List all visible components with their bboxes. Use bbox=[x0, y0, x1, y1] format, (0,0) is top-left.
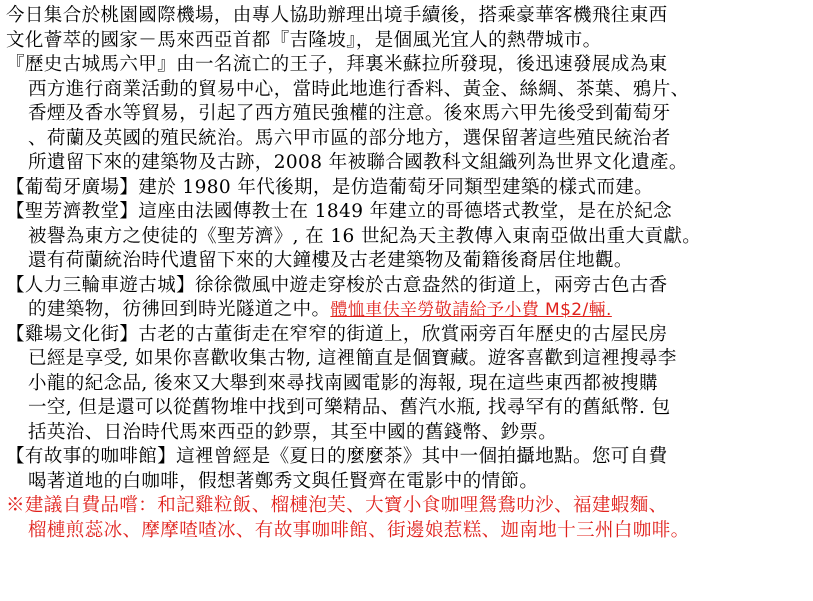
malacca-line-4: 、荷蘭及英國的殖民統治。馬六甲市區的部分地方，選保留著這些殖民統治者 bbox=[28, 127, 671, 149]
st-francis-text-1: 這座由法國傳教士在 1849 年建立的哥德塔式教堂，是在於紀念 bbox=[138, 201, 673, 222]
trishaw-text-2: 的建築物，彷彿回到時光隧道之中。 bbox=[28, 299, 331, 320]
malacca-line-3: 香煙及香水等貿易，引起了西方殖民強權的注意。後來馬六甲先後受到葡萄牙 bbox=[28, 103, 671, 124]
jonker-line-1 bbox=[6, 323, 807, 348]
st-francis-line-1 bbox=[6, 200, 807, 225]
recommend-paragraph bbox=[6, 494, 807, 543]
cafe-paragraph bbox=[6, 445, 807, 494]
malacca-line-1: 『歷史古城馬六甲』由一名流亡的王子，拜裏米蘇拉所發現，後迅速發展成為東 bbox=[6, 54, 668, 75]
trishaw-line-2 bbox=[6, 298, 807, 323]
portuguese-square-line bbox=[6, 176, 807, 201]
st-francis-paragraph bbox=[6, 200, 807, 274]
intro-line-1: 今日集合於桃園國際機場，由專人協助辦理出境手續後，搭乘豪華客機飛往東西 bbox=[6, 5, 668, 26]
trishaw-heading: 【人力三輪車遊古城】 bbox=[6, 274, 196, 296]
trishaw-text-1: 徐徐微風中遊走穿梭於古意盎然的街道上，兩旁古色古香 bbox=[195, 274, 668, 296]
recommend-line-2: 榴槤煎蕊冰、摩摩喳喳冰、有故事咖啡館、街邊娘惹糕、迦南地十三州白咖啡。 bbox=[28, 519, 690, 541]
malacca-paragraph bbox=[6, 53, 807, 176]
intro-paragraph bbox=[6, 4, 807, 53]
trishaw-paragraph bbox=[6, 274, 807, 323]
jonker-text-1: 古老的古董街走在窄窄的街道上，欣賞兩旁百年歷史的古屋民房 bbox=[138, 323, 668, 345]
jonker-line-5: 括英治、日治時代馬來西亞的鈔票，其至中國的舊錢幣、鈔票。 bbox=[28, 421, 558, 443]
portuguese-square-text: 建於 1980 年代後期，是仿造葡萄牙同類型建築的樣式而建。 bbox=[138, 176, 654, 198]
trishaw-tip-note: 體恤車伕辛勞敬請給予小費 M$2/輛. bbox=[330, 300, 612, 320]
cafe-line-1 bbox=[6, 445, 807, 470]
malacca-line-5: 所遺留下來的建築物及古跡，2008 年被聯合國教科文組織列為世界文化遺產。 bbox=[28, 152, 688, 173]
jonker-paragraph bbox=[6, 323, 807, 446]
jonker-line-2: 已經是享受, 如果你喜歡收集古物, 這裡簡直是個寶藏。遊客喜歡到這裡搜尋李 bbox=[28, 348, 677, 369]
jonker-line-3: 小龍的紀念品, 後來又大舉到來尋找南國電影的海報, 現在這些東西都被搜購 bbox=[28, 372, 658, 394]
trishaw-line-1 bbox=[6, 274, 807, 299]
st-francis-line-3: 還有荷蘭統治時代遺留下來的大鐘樓及古老建築物及葡籍後裔居住地觀。 bbox=[28, 250, 633, 271]
st-francis-line-2: 被譽為東方之使徒的《聖芳濟》, 在 16 世紀為天主教傳入東南亞做出重大貢獻。 bbox=[28, 225, 702, 247]
portuguese-square-paragraph bbox=[6, 176, 807, 201]
intro-line-2: 文化薈萃的國家－馬來西亞首都『吉隆坡』，是個風光宜人的熱帶城市。 bbox=[6, 29, 602, 51]
portuguese-square-heading: 【葡萄牙廣場】 bbox=[6, 176, 139, 198]
jonker-heading: 【雞場文化街】 bbox=[6, 323, 139, 345]
malacca-line-2: 西方進行商業活動的貿易中心，當時此地進行香料、黃金、絲綢、茶葉、鴉片、 bbox=[28, 78, 690, 100]
st-francis-heading: 【聖芳濟教堂】 bbox=[6, 201, 139, 222]
recommend-line-1: ※建議自費品嚐：和記雞粒飯、榴槤泡芙、大寶小食咖哩鴛鴦叻沙、福建蝦麵、 bbox=[6, 495, 668, 516]
cafe-heading: 【有故事的咖啡館】 bbox=[6, 446, 177, 467]
jonker-line-4: 一空, 但是還可以從舊物堆中找到可樂精品、舊汽水瓶, 找尋罕有的舊紙幣. 包 bbox=[28, 397, 671, 418]
cafe-text-1: 這裡曾經是《夏日的麼麼茶》其中一個拍攝地點。您可自費 bbox=[176, 446, 668, 467]
cafe-line-2: 喝著道地的白咖啡，假想著鄭秀文與任賢齊在電影中的情節。 bbox=[28, 470, 539, 492]
